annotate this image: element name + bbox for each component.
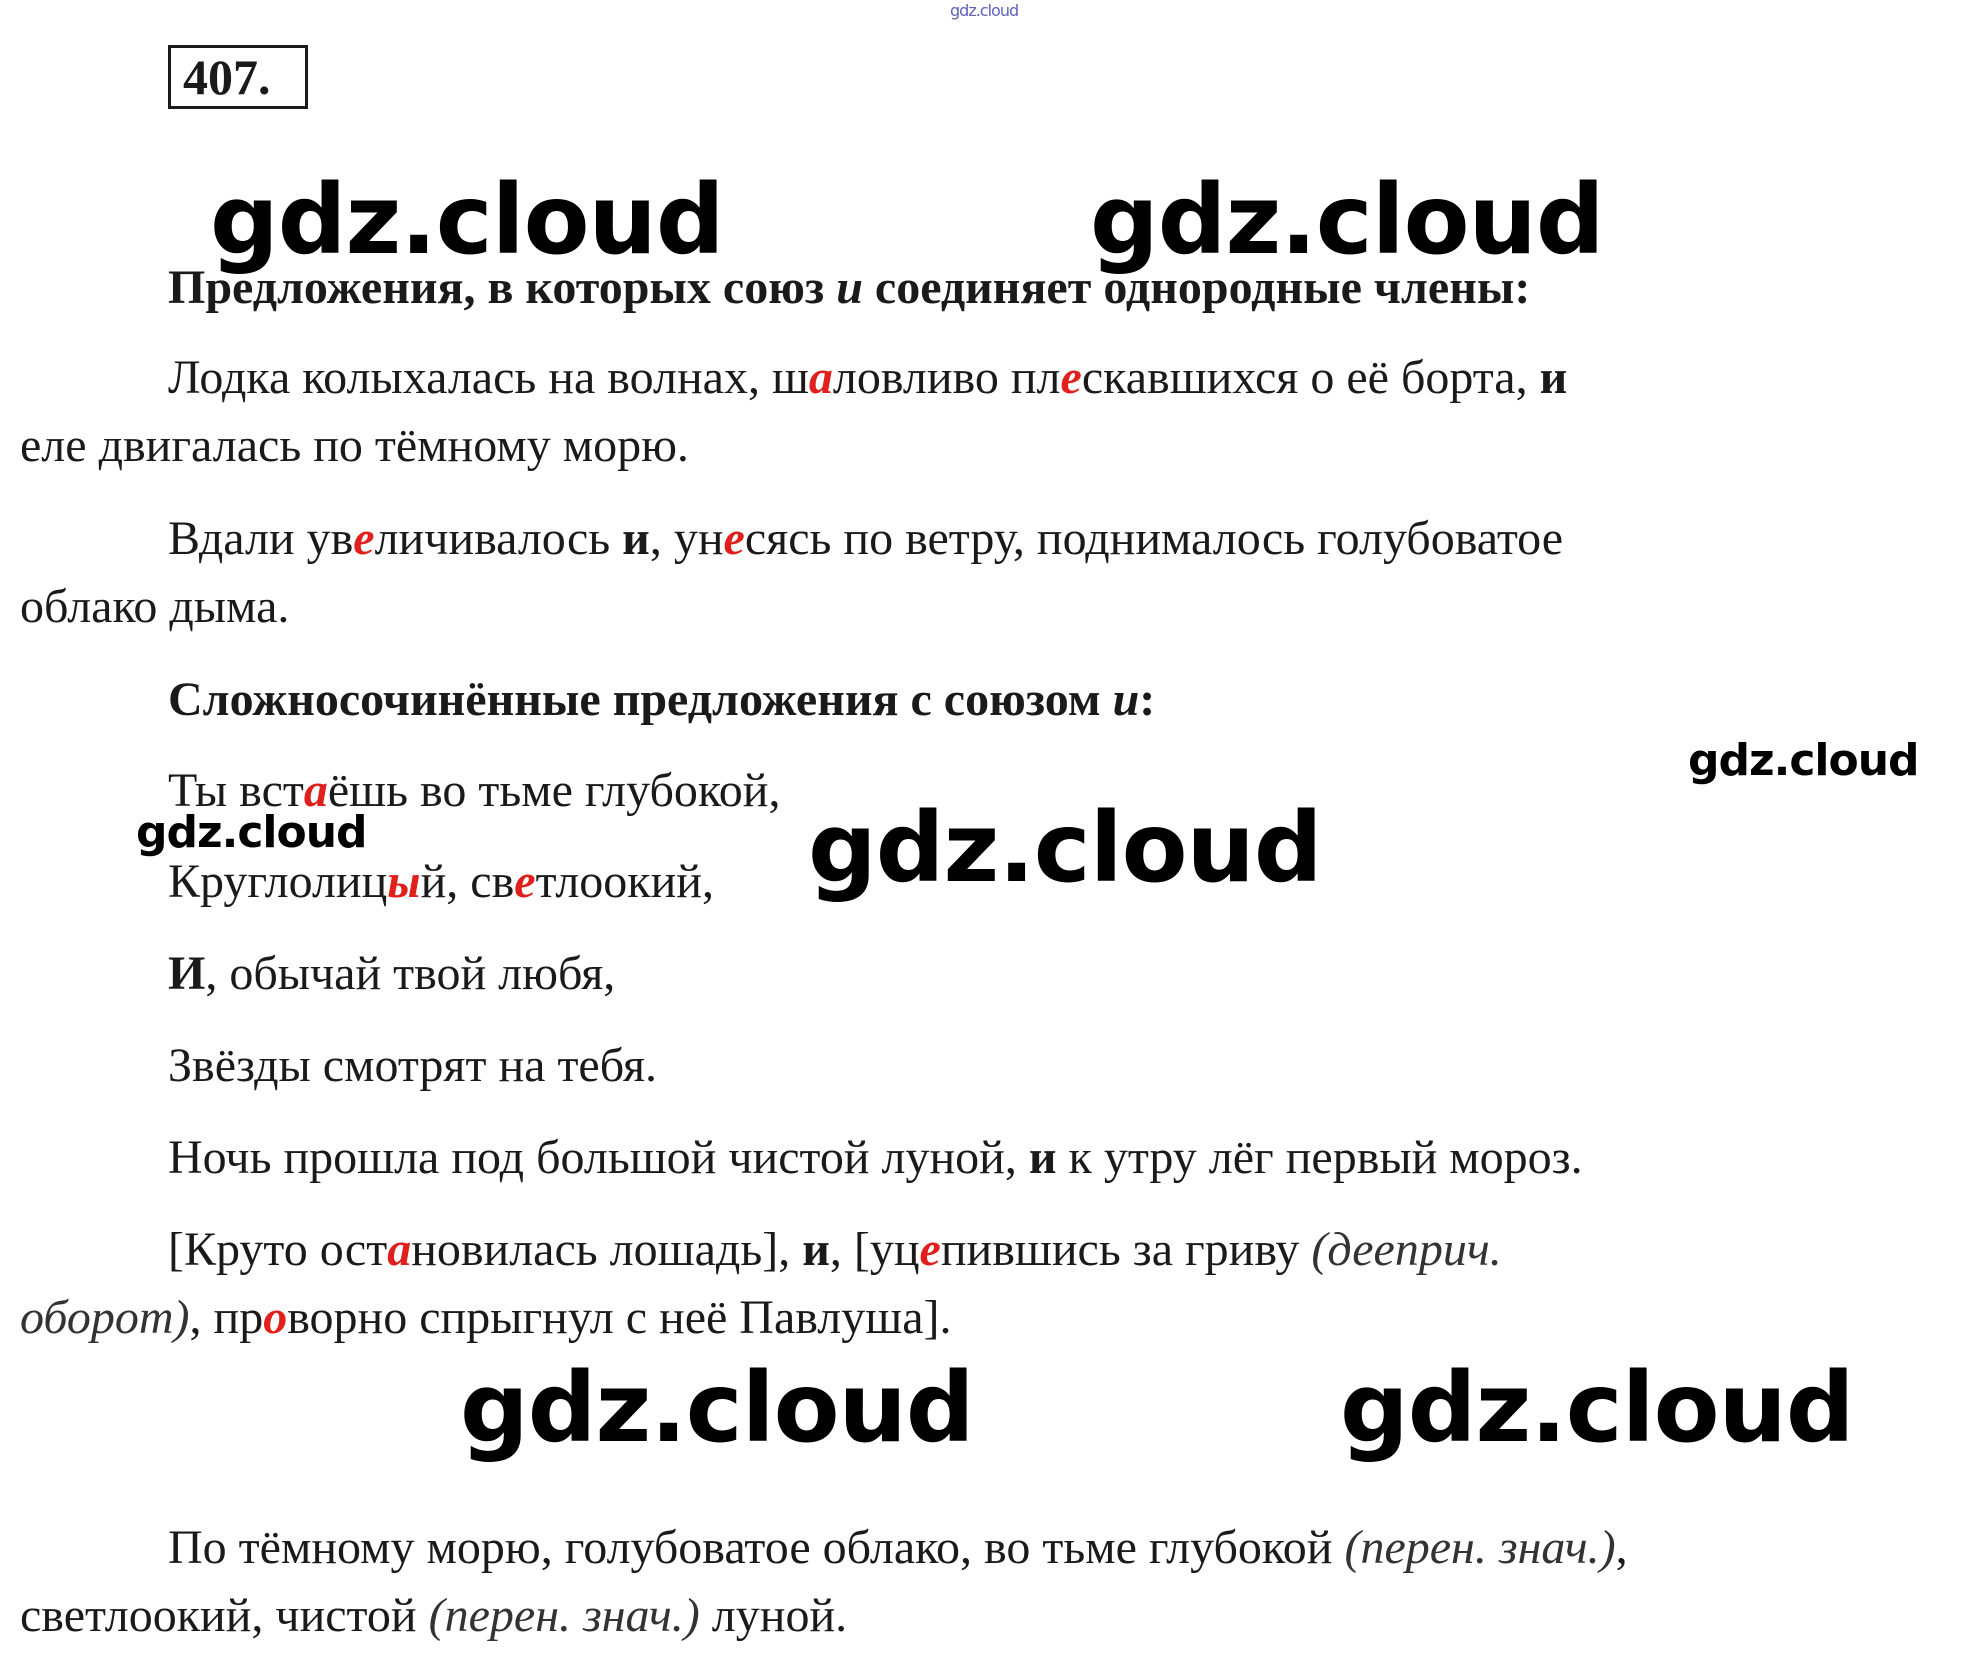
watermark-tiny-top: gdz.cloud bbox=[950, 1, 1019, 20]
highlighted-letter: е bbox=[1060, 351, 1082, 404]
text: , bbox=[1615, 1521, 1628, 1574]
highlighted-letter: а bbox=[303, 764, 328, 817]
sentence-2-line-1 bbox=[168, 509, 1563, 569]
participle-note: (дееприч. bbox=[1311, 1223, 1502, 1276]
highlighted-letter: о bbox=[263, 1291, 288, 1344]
text: личивалось bbox=[374, 512, 623, 565]
text: По тёмному морю, голубоватое облако, во тьме глубокой bbox=[168, 1521, 1345, 1574]
highlighted-letter: е bbox=[353, 512, 375, 565]
text: [Круто ост bbox=[168, 1223, 388, 1276]
heading-conjunction: и bbox=[1112, 673, 1140, 726]
conjunction: и bbox=[622, 512, 650, 565]
text: Круглолиц bbox=[168, 855, 388, 908]
watermark: gdz.cloud bbox=[210, 164, 724, 276]
text: Ты вст bbox=[168, 764, 304, 817]
text: , ун bbox=[649, 512, 724, 565]
conjunction: и bbox=[802, 1223, 830, 1276]
participle-note: оборот) bbox=[20, 1291, 190, 1344]
highlighted-letter: е bbox=[919, 1223, 941, 1276]
sentence-3-line-1 bbox=[168, 1128, 1583, 1188]
sentence-2-line-2: облако дыма. bbox=[20, 580, 290, 633]
figurative-note: (перен. знач.) bbox=[428, 1589, 700, 1642]
watermark: gdz.cloud bbox=[808, 792, 1322, 904]
final-line-2 bbox=[20, 1586, 847, 1646]
highlighted-letter: ы bbox=[387, 855, 421, 908]
watermark: gdz.cloud bbox=[136, 807, 367, 858]
task-number-box: 407. bbox=[168, 45, 308, 109]
text: Вдали ув bbox=[168, 512, 354, 565]
figurative-note: (перен. знач.) bbox=[1344, 1521, 1616, 1574]
text: , обычай твой любя, bbox=[205, 947, 616, 1000]
text: новилась лошадь], bbox=[411, 1223, 803, 1276]
text: ёшь во тьме глубокой, bbox=[327, 764, 781, 817]
text: , пр bbox=[189, 1291, 264, 1344]
conjunction: и bbox=[1539, 351, 1568, 404]
heading-text-end: соединяет однородные члены: bbox=[862, 261, 1531, 314]
text: луной. bbox=[699, 1589, 848, 1642]
watermark: gdz.cloud bbox=[460, 1352, 974, 1464]
text: й, св bbox=[420, 855, 515, 908]
text: к утру лёг первый мороз. bbox=[1056, 1131, 1583, 1184]
heading-conjunction: и bbox=[836, 261, 863, 314]
text: сясь по ветру, поднималось голубоватое bbox=[744, 512, 1564, 565]
text: ворно спрыгнул с неё Павлуша]. bbox=[287, 1291, 952, 1344]
poem-line-2 bbox=[168, 852, 714, 912]
highlighted-letter: а bbox=[387, 1223, 412, 1276]
highlighted-letter: е bbox=[723, 512, 745, 565]
sentence-4-line-2 bbox=[20, 1288, 952, 1348]
conjunction: и bbox=[1028, 1131, 1057, 1184]
section-heading-compound bbox=[168, 670, 1155, 730]
poem-line-4: Звёзды смотрят на тебя. bbox=[168, 1039, 658, 1092]
conjunction: И bbox=[168, 947, 206, 1000]
text: тлоокий, bbox=[535, 855, 714, 908]
text: Ночь прошла под большой чистой луной, bbox=[168, 1131, 1029, 1184]
poem-line-3 bbox=[168, 944, 615, 1004]
text: ловливо пл bbox=[832, 351, 1061, 404]
sentence-1-line-1 bbox=[168, 348, 1567, 408]
text: Лодка колыхалась на волнах, ш bbox=[168, 351, 809, 404]
watermark: gdz.cloud bbox=[1090, 164, 1604, 276]
text: , [уц bbox=[829, 1223, 920, 1276]
highlighted-letter: а bbox=[808, 351, 833, 404]
text: светлоокий, чистой bbox=[20, 1589, 429, 1642]
heading-text-end: : bbox=[1139, 673, 1156, 726]
watermark: gdz.cloud bbox=[1340, 1352, 1854, 1464]
text: пившись за гриву bbox=[940, 1223, 1312, 1276]
watermark: gdz.cloud bbox=[1688, 735, 1919, 786]
highlighted-letter: е bbox=[514, 855, 536, 908]
text: скавшихся о её борта, bbox=[1081, 351, 1540, 404]
heading-text: Сложносочинённые предложения с союзом bbox=[168, 673, 1113, 726]
sentence-1-line-2: еле двигалась по тёмному морю. bbox=[20, 419, 689, 472]
sentence-4-line-1 bbox=[168, 1220, 1502, 1280]
heading-text: Предложения, в которых союз bbox=[168, 261, 837, 314]
final-line-1 bbox=[168, 1518, 1628, 1578]
